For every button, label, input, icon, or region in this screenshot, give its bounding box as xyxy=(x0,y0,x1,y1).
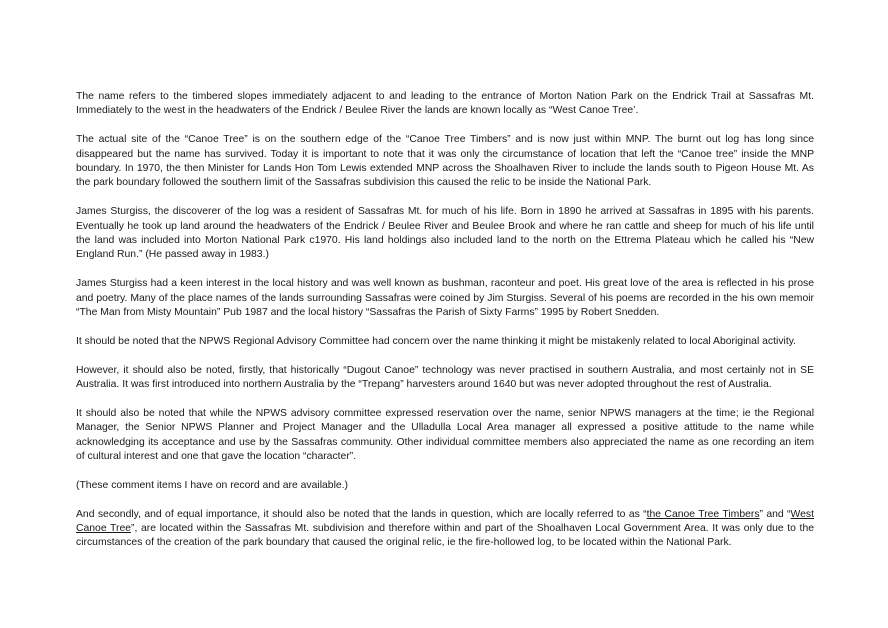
paragraph-npws-managers: It should also be noted that while the NPWS advisory committee expressed reservation over the name, senior NPWS managers at the time; ie the Regional Manager, the Senior NPWS Planner and Project Manager and the Ulladulla Local Area manager all expressed a positive attitude to the name while acknowledging its acceptance and use by the Sassafras community. Other individual committee members also appreciated the name as one recording an item of cultural interest and one that gave the location “character”. xyxy=(76,407,814,463)
paragraph-text: ”, are located within the Sassafras Mt. subdivision and therefore within and part of the Shoalhaven Local Government Area. It was only due to the circumstances of the creation of the park boundary that caused the original relic, ie the fire-hollowed log, to be located within the National Park. xyxy=(76,523,814,549)
paragraph-canoe-tree-site: The actual site of the “Canoe Tree” is on the southern edge of the “Canoe Tree Timbers” and is now just within MNP. The burnt out log has long since disappeared but the name has survived. Today it is important to note that it was only the circumstance of location that left the “Canoe tree” inside the MNP boundary. In 1970, the then Minister for Lands Hon Tom Lewis extended MNP across the Shoalhaven River to include the lands south to Pigeon House Mt. As the park boundary followed the southern limit of the Sassafras subdivision this caused the relic to be inside the National Park. xyxy=(76,134,814,189)
paragraph-committee-concern: It should be noted that the NPWS Regional Advisory Committee had concern over the name thinking it might be mistakenly related to local Aboriginal activity. xyxy=(76,335,797,347)
paragraph-james-sturgiss: James Sturgiss, the discoverer of the log was a resident of Sassafras Mt. for much of his life. Born in 1890 he arrived at Sassafras in 1895 with his parents. Eventually he took up land around the headwaters of the Endrick / Beulee River and Beulee Brook and where he ran cattle and sheep for much of his life until the land was included into Morton National Park c1970. His land holdings also included land to the north on the Ettrema Plateau which he called his “New England Run.” (He passed away in 1983.) xyxy=(76,206,814,261)
paragraph-name-origin: The name refers to the timbered slopes immediately adjacent to and leading to the entrance of Morton Nation Park on the Endrick Trail at Sassafras Mt. Immediately to the west in the headwaters of the Endrick / Beulee River the lands are known locally as “West Canoe Tree’. xyxy=(76,91,814,117)
document-page xyxy=(76,90,814,565)
underlined-term-west-canoe-tree: West Canoe Tree xyxy=(76,508,815,535)
paragraph-dugout-canoe: However, it should also be noted, firstly, that historically “Dugout Canoe” technology was never practised in southern Australia, and most certainly not in SE Australia. It was first introduced into northern Australia by the “Trepang” harvesters around 1640 but was never adopted throughout the rest of Australia. xyxy=(76,364,814,391)
paragraph-local-history: James Sturgiss had a keen interest in the local history and was well known as bushman, raconteur and poet. His great love of the area is reflected in his prose and poetry. Many of the place names of the lands surrounding Sassafras were coined by Jim Sturgiss. Several of his poems are recorded in the his own memoir “The Man from Misty Mountain” Pub 1987 and the local history “Sassafras the Parish of Sixty Farms” 1995 by Robert Snedden. xyxy=(76,278,814,319)
paragraph-lands-in-question xyxy=(76,508,814,551)
paragraph-text: ” and “ xyxy=(759,508,791,520)
paragraph-text: And secondly, and of equal importance, it should also be noted that the lands in question, which are locally referred to as “ xyxy=(76,508,647,520)
underlined-term-canoe-tree-timbers: the Canoe Tree Timbers xyxy=(646,508,760,520)
paragraph-comment-records: (These comment items I have on record and are available.) xyxy=(76,479,349,491)
